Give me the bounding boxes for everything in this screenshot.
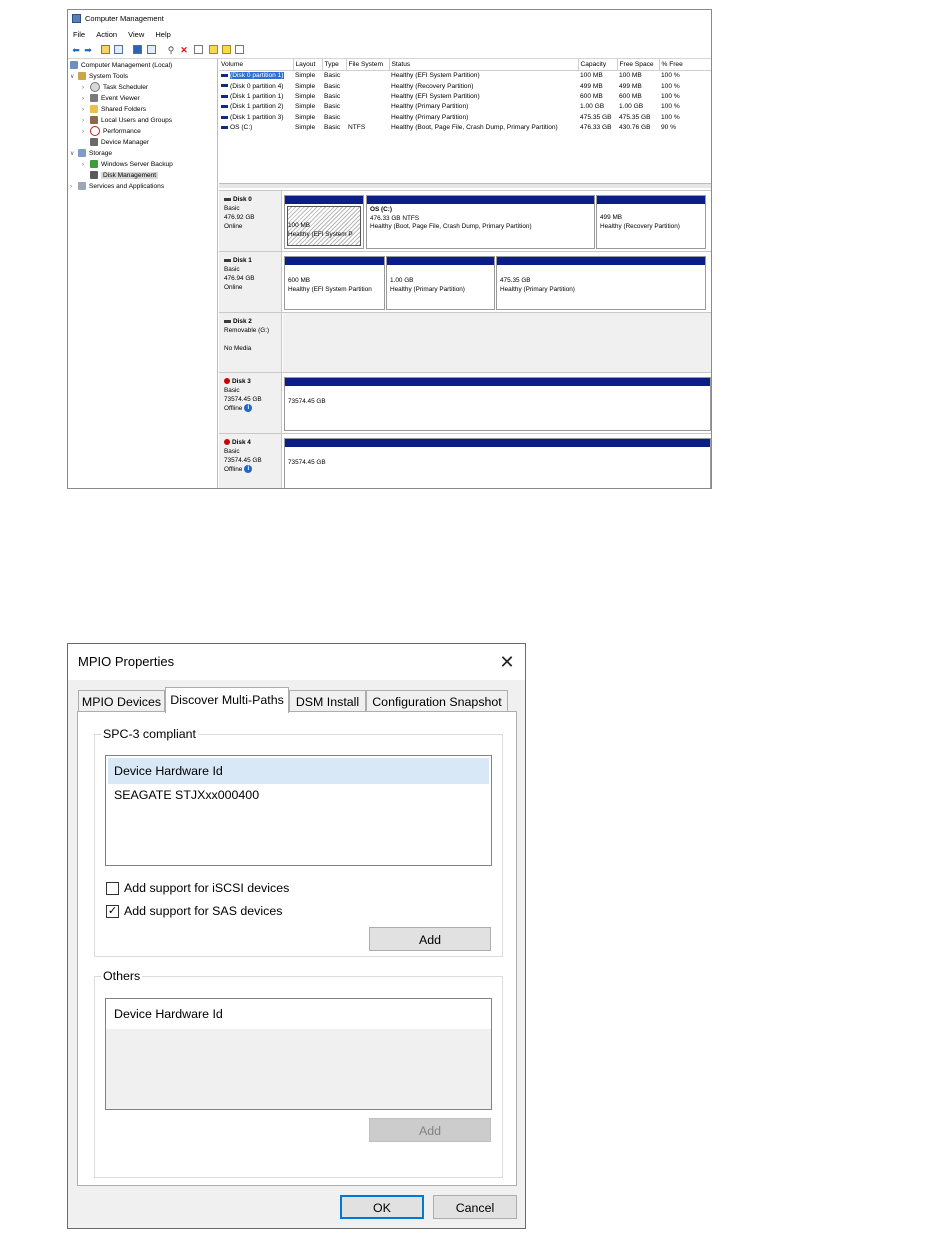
details-view-icon[interactable]	[235, 45, 244, 54]
volume-icon	[221, 105, 228, 108]
volume-name: OS (C:)	[230, 124, 253, 132]
cell-status: Healthy (Primary Partition)	[391, 113, 469, 121]
partition-status: Healthy (EFI System Partition	[288, 285, 372, 293]
cell-volume	[219, 92, 293, 102]
event-viewer-icon	[90, 94, 98, 102]
volume-icon	[221, 74, 228, 77]
cell-layout: Simple	[295, 113, 316, 121]
disk-size: 476.92 GB	[224, 214, 255, 221]
help-icon[interactable]	[147, 45, 156, 54]
partition-disk4-unallocated[interactable]	[284, 438, 711, 489]
chevron-right-icon[interactable]: ›	[82, 118, 84, 124]
cell-status: Healthy (Boot, Page File, Crash Dump, Primary Partition)	[391, 124, 558, 132]
disk-icon	[224, 259, 231, 262]
menu-help[interactable]: Help	[155, 30, 171, 39]
chevron-down-icon[interactable]: ∨	[70, 151, 75, 157]
tree-item-services[interactable]	[70, 181, 164, 192]
chevron-right-icon[interactable]: ›	[82, 96, 84, 102]
users-icon	[90, 116, 98, 124]
disk-name: Disk 2	[233, 318, 252, 325]
cell-percent-free: 100 %	[661, 103, 680, 111]
volume-name: (Disk 1 partition 2)	[230, 103, 284, 111]
computer-management-icon	[72, 14, 81, 23]
up-folder-icon[interactable]	[101, 45, 110, 54]
disk-type: Removable (G:)	[224, 327, 270, 334]
partition-status: Healthy (Primary Partition)	[500, 285, 575, 293]
disk-2-row[interactable]	[219, 312, 711, 372]
window-title-bar	[68, 10, 711, 28]
disk-icon	[224, 320, 231, 323]
partition-disk0-os[interactable]	[366, 195, 595, 249]
tree-item-label: System Tools	[89, 73, 129, 80]
tree-item-label: Services and Applications	[89, 183, 165, 190]
device-manager-icon	[90, 138, 98, 146]
computer-management-window	[67, 9, 712, 489]
partition-status: Healthy (Recovery Partition)	[600, 222, 680, 230]
toolbar	[68, 42, 711, 59]
column-header-free-space[interactable]: Free Space	[617, 59, 659, 71]
disk-type: Basic	[224, 448, 240, 455]
partition-name: OS (C:)	[370, 206, 393, 213]
disk-state: No Media	[224, 345, 252, 352]
column-header-status[interactable]: Status	[389, 59, 578, 71]
info-icon[interactable]: i	[244, 404, 252, 412]
cell-free-space: 499 MB	[619, 82, 642, 90]
disk-3-row[interactable]	[219, 372, 711, 433]
volume-list	[219, 59, 711, 183]
tree-item-disk-management[interactable]	[82, 170, 158, 181]
disk-state: Online	[224, 284, 243, 291]
disk-type: Basic	[224, 205, 240, 212]
disk-icon	[224, 198, 231, 201]
volume-icon	[221, 95, 228, 98]
column-header-layout[interactable]: Layout	[293, 59, 322, 71]
disk-graphical-view	[219, 188, 711, 488]
tree-item-local-users[interactable]	[82, 115, 172, 126]
disk-state: Offline	[224, 466, 243, 473]
cell-file-system	[346, 81, 389, 91]
close-icon[interactable]: ✕	[499, 652, 515, 672]
tree-item-event-viewer[interactable]	[82, 93, 140, 104]
menu-view[interactable]: View	[128, 30, 145, 39]
disk-size: 73574.45 GB	[224, 396, 262, 403]
tree-item-storage[interactable]	[70, 148, 112, 159]
tree-item-label: Device Manager	[101, 139, 150, 146]
navigation-tree	[68, 59, 218, 488]
forward-arrow-icon[interactable]: ➡	[84, 45, 92, 55]
iscsi-support-checkbox[interactable]	[106, 882, 119, 895]
volume-name: (Disk 1 partition 3)	[230, 113, 284, 121]
tab-page-discover-multi-paths	[77, 711, 517, 1186]
volume-icon	[221, 116, 228, 119]
others-group	[94, 969, 503, 1178]
cell-volume	[219, 71, 293, 82]
offline-disk-icon	[224, 378, 230, 384]
column-header-type[interactable]: Type	[322, 59, 346, 71]
tree-item-label: Shared Folders	[101, 106, 147, 113]
menu-action[interactable]: Action	[96, 30, 118, 39]
column-header-percent-free[interactable]: % Free	[659, 59, 711, 71]
menu-bar	[68, 28, 711, 42]
tree-item-label: Task Scheduler	[103, 84, 149, 91]
tree-item-label: Windows Server Backup	[101, 161, 173, 168]
table-row[interactable]	[219, 123, 711, 133]
others-device-list[interactable]	[105, 998, 492, 1110]
column-header-file-system[interactable]: File System	[346, 59, 389, 71]
cell-layout: Simple	[295, 72, 316, 80]
shared-folder-icon	[90, 105, 98, 113]
table-row[interactable]	[219, 102, 711, 112]
cell-status: Healthy (Recovery Partition)	[391, 82, 474, 90]
tree-root-label: Computer Management (Local)	[81, 62, 173, 69]
column-header-volume[interactable]: Volume	[219, 59, 293, 71]
no-media-area	[283, 313, 711, 372]
disk-management-icon	[90, 171, 98, 179]
tree-root[interactable]	[70, 60, 172, 71]
cell-layout: Simple	[295, 103, 316, 111]
disk-name: Disk 1	[233, 257, 252, 264]
volume-icon	[221, 84, 228, 87]
tree-item-shared-folders[interactable]	[82, 104, 146, 115]
partition-status: Healthy (Boot, Page File, Crash Dump, Primary Partition)	[370, 223, 532, 231]
chevron-right-icon[interactable]: ›	[82, 107, 84, 113]
others-group-label: Others	[103, 969, 141, 983]
cell-capacity: 100 MB	[580, 72, 603, 80]
partition-size: 499 MB	[600, 214, 623, 221]
dialog-title: MPIO Properties	[78, 654, 175, 669]
back-arrow-icon[interactable]: ⬅	[72, 45, 80, 55]
volume-name: (Disk 0 partition 4)	[230, 82, 284, 90]
open-folder-icon[interactable]	[222, 45, 231, 54]
disk-type: Basic	[224, 266, 240, 273]
tree-item-label: Event Viewer	[101, 95, 140, 102]
chevron-right-icon[interactable]: ›	[70, 184, 72, 190]
computer-icon	[70, 61, 78, 69]
partition-size: 476.33 GB NTFS	[370, 214, 420, 222]
partition-size: 475.35 GB	[500, 277, 531, 284]
tree-item-label: Disk Management	[103, 172, 157, 179]
search-icon[interactable]	[209, 45, 218, 54]
cell-type: Basic	[324, 72, 341, 80]
partition-size: 73574.45 GB	[288, 398, 326, 405]
table-row[interactable]	[219, 71, 711, 82]
disk-state: Online	[224, 223, 243, 230]
chevron-right-icon[interactable]: ›	[82, 129, 84, 135]
cell-percent-free: 90 %	[661, 124, 677, 132]
volume-icon	[221, 126, 228, 129]
disk-0-label[interactable]	[219, 191, 282, 251]
tree-item-label: Storage	[89, 150, 113, 157]
tab-configuration-snapshot[interactable]: Configuration Snapshot	[366, 690, 508, 712]
chevron-right-icon[interactable]: ›	[82, 162, 84, 168]
sas-support-checkbox[interactable]: ✓	[107, 905, 118, 917]
cell-capacity: 475.35 GB	[580, 113, 612, 121]
cell-type: Basic	[324, 113, 341, 121]
disk-type: Basic	[224, 387, 240, 394]
partition-disk1-primary-2[interactable]	[496, 256, 706, 310]
partition-disk1-efi[interactable]	[284, 256, 385, 310]
tools-icon	[78, 72, 86, 80]
mpio-properties-dialog	[67, 643, 526, 1229]
partition-size: 1.00 GB	[390, 277, 414, 284]
cell-volume	[219, 102, 293, 112]
storage-icon	[78, 149, 86, 157]
cell-capacity: 476.33 GB	[580, 124, 612, 132]
cell-volume	[219, 113, 293, 123]
disk-1-label[interactable]	[219, 252, 282, 312]
disk-4-label[interactable]	[219, 434, 282, 489]
spc3-list-header[interactable]: Device Hardware Id	[108, 758, 489, 784]
partition-disk0-recovery[interactable]	[596, 195, 706, 249]
cancel-button[interactable]: Cancel	[433, 1195, 517, 1219]
info-icon[interactable]: i	[244, 465, 252, 473]
tree-item-system-tools[interactable]	[70, 71, 128, 82]
cell-file-system	[346, 113, 389, 123]
cell-percent-free: 100 %	[661, 72, 680, 80]
cell-status: Healthy (EFI System Partition)	[391, 72, 480, 80]
cell-free-space: 600 MB	[619, 92, 642, 100]
cell-free-space: 100 MB	[619, 72, 642, 80]
cell-type: Basic	[324, 103, 341, 111]
disk-0-row[interactable]	[219, 190, 711, 251]
cell-free-space: 475.35 GB	[619, 113, 651, 121]
tree-item-label: Performance	[103, 128, 141, 135]
volume-table	[219, 59, 712, 133]
table-row[interactable]	[219, 92, 711, 102]
disk-2-label[interactable]	[219, 313, 282, 372]
cell-layout: Simple	[295, 124, 316, 132]
disk-size: 476.94 GB	[224, 275, 255, 282]
spc3-device-item[interactable]: SEAGATE STJXxx000400	[114, 788, 260, 802]
menu-file[interactable]: File	[73, 30, 86, 39]
cell-percent-free: 100 %	[661, 82, 680, 90]
cell-capacity: 1.00 GB	[580, 103, 605, 111]
backup-icon	[90, 160, 98, 168]
dialog-title-bar	[68, 644, 525, 680]
disk-3-label[interactable]	[219, 373, 282, 433]
cell-capacity: 499 MB	[580, 82, 603, 90]
volume-table-body	[219, 71, 711, 134]
tab-discover-multi-paths[interactable]: Discover Multi-Paths	[165, 687, 289, 713]
disk-name: Disk 3	[232, 378, 251, 385]
performance-icon	[90, 126, 100, 136]
volume-name: (Disk 1 partition 1)	[230, 92, 284, 100]
others-list-header[interactable]: Device Hardware Id	[114, 1007, 223, 1021]
others-list-empty-area	[106, 1029, 491, 1109]
others-add-button: Add	[369, 1118, 491, 1142]
spc3-device-list[interactable]	[105, 755, 492, 866]
cell-status: Healthy (EFI System Partition)	[391, 92, 480, 100]
cell-percent-free: 100 %	[661, 113, 680, 121]
tab-mpio-devices[interactable]: MPIO Devices	[78, 690, 165, 712]
spc3-group-label: SPC-3 compliant	[103, 727, 196, 741]
cell-type: Basic	[324, 124, 341, 132]
chevron-down-icon[interactable]: ∨	[70, 74, 75, 80]
volume-name: (Disk 0 partition 1)	[230, 72, 284, 80]
tree-item-windows-server-backup[interactable]	[82, 159, 173, 170]
spc3-add-button[interactable]: Add	[369, 927, 491, 951]
partition-size: 600 MB	[288, 277, 311, 284]
cell-file-system	[346, 92, 389, 102]
cell-status: Healthy (Primary Partition)	[391, 103, 469, 111]
disk-size: 73574.45 GB	[224, 457, 262, 464]
cell-file-system	[346, 102, 389, 112]
checklist-icon[interactable]	[194, 45, 203, 54]
chevron-right-icon[interactable]: ›	[82, 85, 84, 91]
cell-file-system: NTFS	[348, 124, 366, 132]
tab-dsm-install[interactable]: DSM Install	[289, 690, 366, 712]
partition-disk0-efi[interactable]	[284, 195, 364, 249]
clock-icon	[90, 82, 100, 92]
offline-disk-icon	[224, 439, 230, 445]
show-hide-tree-icon[interactable]	[114, 45, 123, 54]
tree-item-performance[interactable]	[82, 126, 141, 137]
services-icon	[78, 182, 86, 190]
volume-table-header	[219, 59, 711, 71]
delete-icon[interactable]: ✕	[180, 45, 188, 55]
partition-status: Healthy (Primary Partition)	[390, 285, 465, 293]
partition-disk1-primary-1[interactable]	[386, 256, 495, 310]
cell-type: Basic	[324, 82, 341, 90]
connect-icon[interactable]: ⚲	[167, 45, 175, 55]
disk-state: Offline	[224, 405, 243, 412]
cell-capacity: 600 MB	[580, 92, 603, 100]
cell-layout: Simple	[295, 82, 316, 90]
cell-layout: Simple	[295, 92, 316, 100]
tree-item-label: Local Users and Groups	[101, 117, 173, 124]
cell-volume	[219, 81, 293, 91]
column-header-capacity[interactable]: Capacity	[578, 59, 617, 71]
disk-4-row[interactable]	[219, 433, 711, 489]
disk-name: Disk 4	[232, 439, 251, 446]
cell-percent-free: 100 %	[661, 92, 680, 100]
spc3-compliant-group	[94, 727, 503, 957]
partition-size: 100 MB	[288, 222, 311, 229]
cell-file-system	[346, 71, 389, 82]
cell-free-space: 430.76 GB	[619, 124, 651, 132]
partition-status: Healthy (EFI System P	[288, 230, 353, 238]
tree-item-device-manager[interactable]	[82, 137, 149, 148]
ok-button[interactable]: OK	[340, 1195, 424, 1219]
window-title: Computer Management	[85, 14, 164, 23]
tree-item-task-scheduler[interactable]	[82, 82, 148, 93]
disk-name: Disk 0	[233, 196, 252, 203]
sas-support-label[interactable]: Add support for SAS devices	[124, 904, 283, 918]
cell-free-space: 1.00 GB	[619, 103, 644, 111]
partition-size: 73574.45 GB	[288, 459, 326, 466]
table-row[interactable]	[219, 81, 711, 91]
table-row[interactable]	[219, 113, 711, 123]
cell-type: Basic	[324, 92, 341, 100]
disk-1-row[interactable]	[219, 251, 711, 312]
properties-icon[interactable]	[133, 45, 142, 54]
iscsi-support-label[interactable]: Add support for iSCSI devices	[124, 881, 290, 895]
partition-disk3-unallocated[interactable]	[284, 377, 711, 431]
cell-volume	[219, 123, 293, 133]
